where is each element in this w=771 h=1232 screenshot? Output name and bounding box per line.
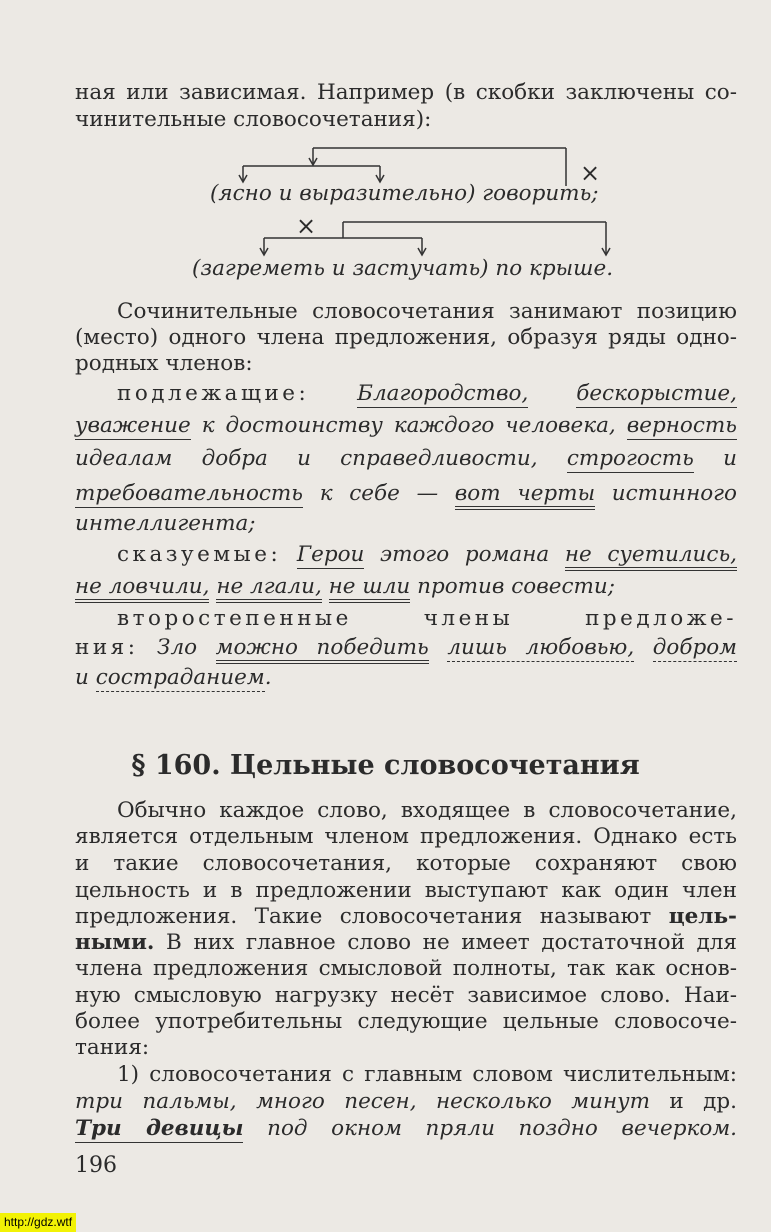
subject-word: строгость [566,446,694,471]
cross-mark-1: × [580,159,601,187]
predicate-word: не шли [329,574,411,603]
diagram-example-2: (загреметь и застучать) по крыше. [192,256,614,281]
predicates-label: сказуемые: [117,542,282,567]
page-number: 196 [75,1153,117,1178]
list-example-end: и др. [669,1089,737,1114]
object-word: добром [652,635,737,660]
list-example-bold: Три девицы [75,1116,244,1141]
para2-line-1: Обычно каждое слово, входящее в словосочетание, [117,798,737,823]
para2-line-7: члена предложения смысловой полноты, так как основ- [75,956,737,981]
watermark-link[interactable]: http://gdz.wtf [0,1213,76,1232]
list-example-text: три пальмы, много песен, несколько минут [75,1089,650,1114]
predicates-line-2 [75,574,737,600]
secondary-label-end: ния: [75,635,139,660]
subject-text: и [723,446,737,471]
subject-text: к себе — [319,481,439,506]
subjects-label: подлежащие: [117,381,310,406]
list-item-1: 1) словосочетания с главным словом числительным: [117,1062,737,1087]
subject-word: уважение [75,413,191,438]
para2-text: предложения. Такие словосочетания называют [75,904,652,929]
secondary-text: и [75,665,89,690]
subject-text: истинного [611,481,737,506]
para1-line-3: родных членов: [75,351,253,376]
predicate-word: вот черты [455,481,595,510]
subject-word: Герои [296,542,365,567]
para2-line-2: является отдельным членом предложения. Однако есть [75,824,737,849]
diagram-example-1: (ясно и выразительно) говорить; [210,181,599,206]
secondary-text: . [264,665,272,690]
para2-line-10: тания: [75,1035,150,1060]
subjects-line-4 [75,481,737,507]
adverbial-word: лишь любовью, [447,635,635,660]
subjects-line-2 [75,413,737,439]
predicate-text: против совести; [417,574,615,599]
object-word: состраданием [95,665,265,690]
section-heading: § 160. Цельные словосочетания [131,750,640,781]
list-example-rest: под окном пряли поздно вечерком. [267,1116,737,1141]
predicate-word: можно победить [216,635,429,664]
para2-line-9: более употребительны следующие цельные словосоче- [75,1009,737,1034]
predicate-text: этого романа [380,542,550,567]
secondary-line-3 [75,665,737,691]
subjects-line-3 [75,446,737,472]
para2-line-3: и такие словосочетания, которые сохраняют свою [75,851,737,876]
para2-line-6 [75,930,737,956]
predicates-line-1 [117,542,737,568]
para2-line-4: цельность и в предложении выступают как один член [75,878,737,903]
subject-text: идеалам добра и справедливости, [75,446,538,471]
list-example-1 [75,1089,737,1115]
secondary-label-line: второстепенные члены предложе- [117,606,737,631]
para2-line-5 [75,904,737,930]
subject-word: требовательность [75,481,304,506]
subjects-line-1 [117,381,737,407]
intro-line-2: чинительные словосочетания): [75,107,432,132]
list-example-2 [75,1116,737,1142]
subject-text: к достоинству каждого человека, [201,413,616,438]
term-bold: цель- [668,904,737,929]
cross-mark-2: × [296,212,317,240]
predicate-word: не ловчили, [75,574,209,603]
secondary-text: Зло [157,635,198,660]
intro-line-1: ная или зависимая. Например (в скобки заключены со- [75,80,737,105]
secondary-line-2 [75,635,737,661]
para2-line-8: ную смысловую нагрузку несёт зависимое слово. Наи- [75,983,737,1008]
subject-word: верность [626,413,737,438]
subject-word: бескорыстие, [576,381,737,406]
predicate-word: не суетились, [565,542,737,571]
connection-diagram [0,0,771,300]
para2-text: В них главное слово не имеет достаточной для [166,930,737,955]
para1-line-1: Сочинительные словосочетания занимают позицию [117,299,737,324]
term-bold: ными. [75,930,155,955]
para1-line-2: (место) одного члена предложения, образуя ряды одно- [75,325,737,350]
predicate-word: не лгали, [216,574,321,603]
subjects-line-5: интеллигента; [75,511,256,536]
subject-word: Благородство, [357,381,529,406]
